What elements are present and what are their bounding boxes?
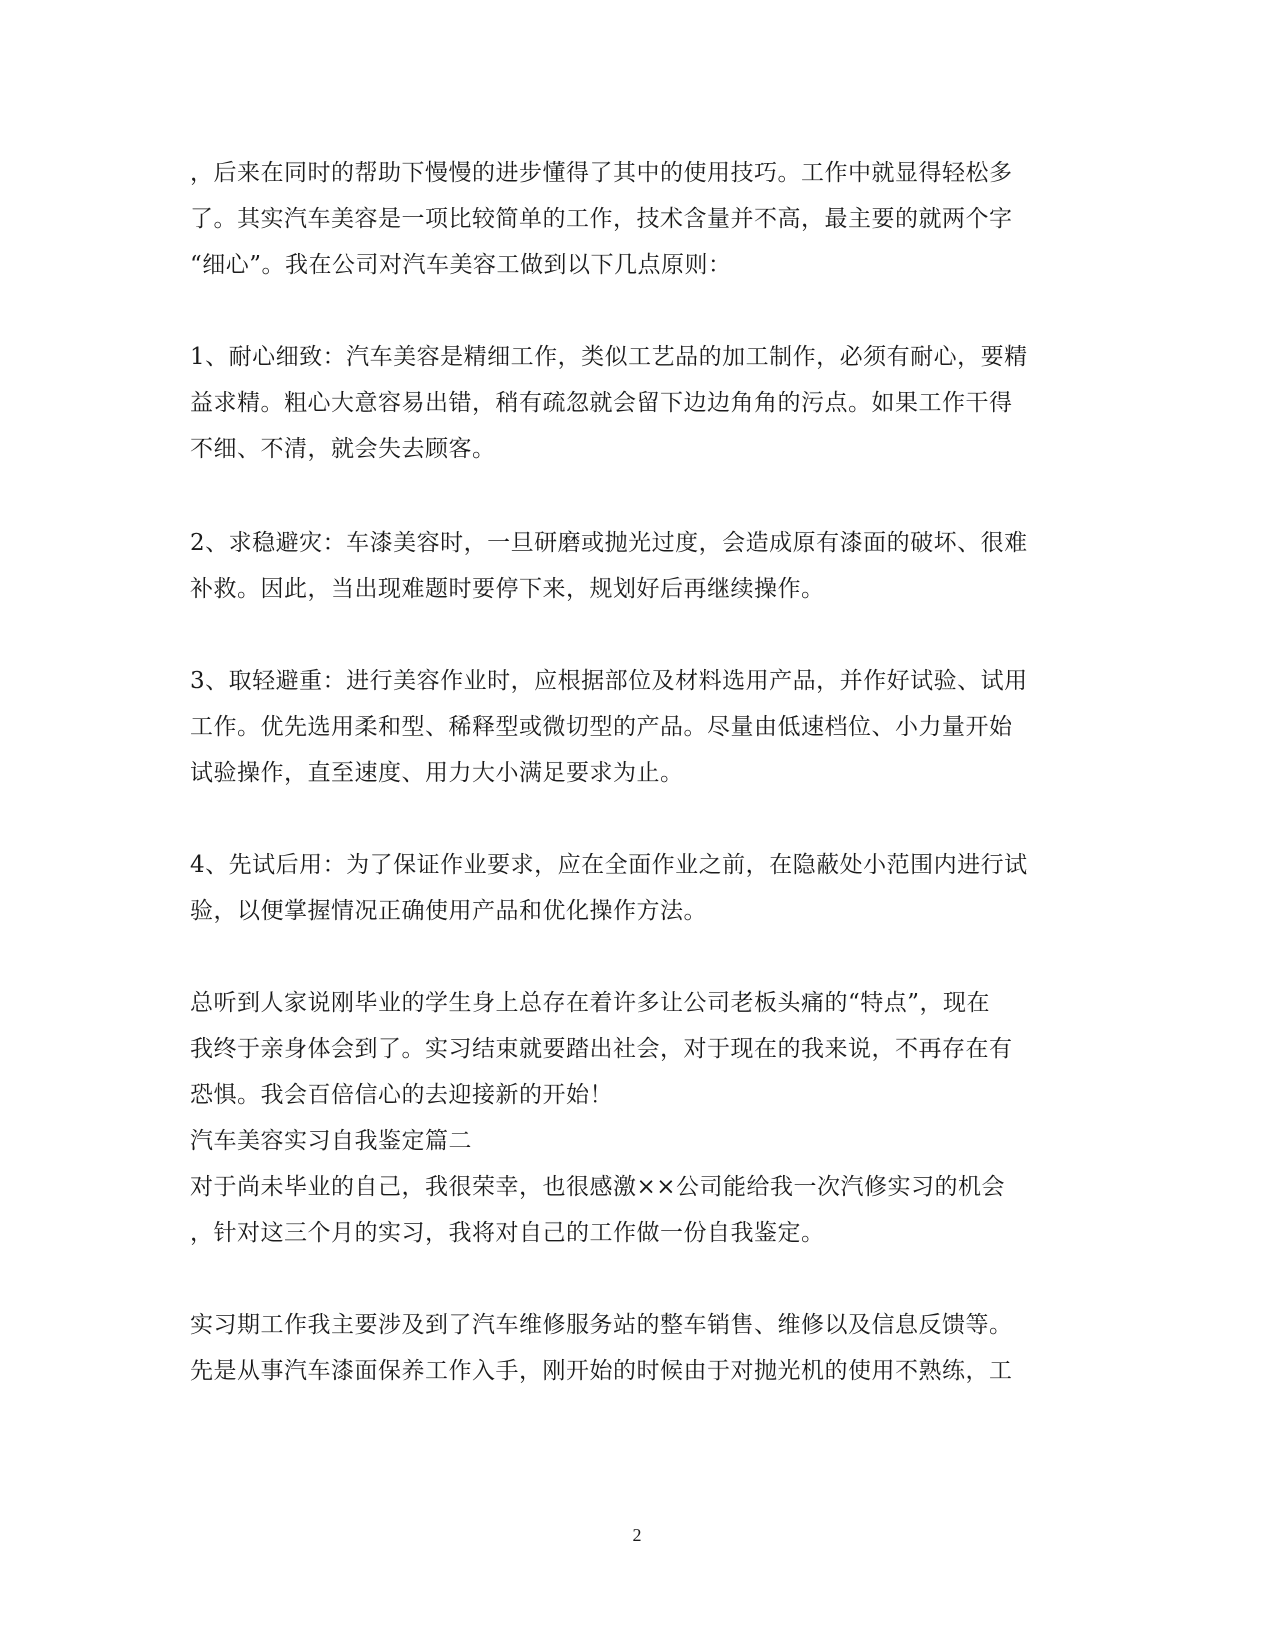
text-line: 4、先试后用：为了保证作业要求，应在全面作业之前，在隐蔽处小范围内进行试 <box>190 852 1028 878</box>
text-line: ，针对这三个月的实习，我将对自己的工作做一份自我鉴定。 <box>190 1220 825 1246</box>
text-line: 对于尚未毕业的自己，我很荣幸，也很感激××公司能给我一次汽修实习的机会 <box>190 1174 1006 1200</box>
text-line: 2、求稳避灾：车漆美容时，一旦研磨或抛光过度，会造成原有漆面的破坏、很难 <box>190 530 1028 556</box>
text-line: “细心”。我在公司对汽车美容工做到以下几点原则： <box>190 252 732 278</box>
text-line: 了。其实汽车美容是一项比较简单的工作，技术含量并不高，最主要的就两个字 <box>190 206 1013 232</box>
section-heading: 汽车美容实习自我鉴定篇二 <box>190 1128 472 1154</box>
text-line: 补救。因此，当出现难题时要停下来，规划好后再继续操作。 <box>190 576 825 602</box>
text-line: 1、耐心细致：汽车美容是精细工作，类似工艺品的加工制作，必须有耐心，要精 <box>190 344 1028 370</box>
text-line: ，后来在同时的帮助下慢慢的进步懂得了其中的使用技巧。工作中就显得轻松多 <box>190 160 1013 186</box>
text-line: 3、取轻避重：进行美容作业时，应根据部位及材料选用产品，并作好试验、试用 <box>190 668 1028 694</box>
text-line: 实习期工作我主要涉及到了汽车维修服务站的整车销售、维修以及信息反馈等。 <box>190 1312 1013 1338</box>
text-line: 总听到人家说刚毕业的学生身上总存在着许多让公司老板头痛的“特点”，现在 <box>190 990 991 1016</box>
text-line: 工作。优先选用柔和型、稀释型或微切型的产品。尽量由低速档位、小力量开始 <box>190 714 1013 740</box>
text-line: 益求精。粗心大意容易出错，稍有疏忽就会留下边边角角的污点。如果工作干得 <box>190 390 1013 416</box>
text-line: 不细、不清，就会失去顾客。 <box>190 436 496 462</box>
page-number: 2 <box>632 1525 642 1545</box>
text-line: 先是从事汽车漆面保养工作入手，刚开始的时候由于对抛光机的使用不熟练，工 <box>190 1358 1013 1384</box>
text-line: 验，以便掌握情况正确使用产品和优化操作方法。 <box>190 898 707 924</box>
text-line: 试验操作，直至速度、用力大小满足要求为止。 <box>190 760 684 786</box>
text-line: 恐惧。我会百倍信心的去迎接新的开始！ <box>190 1082 613 1108</box>
text-line: 我终于亲身体会到了。实习结束就要踏出社会，对于现在的我来说，不再存在有 <box>190 1036 1013 1062</box>
